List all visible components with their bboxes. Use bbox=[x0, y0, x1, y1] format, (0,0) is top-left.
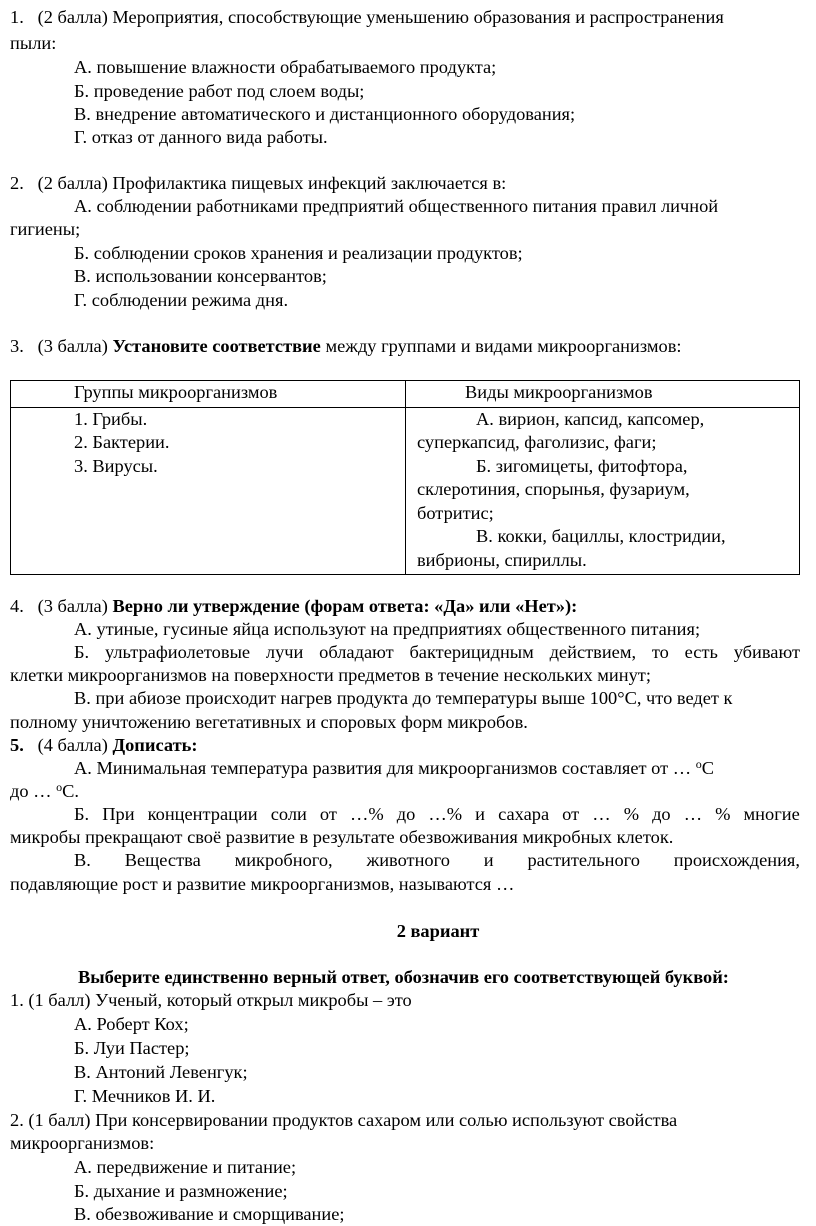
word: При bbox=[102, 804, 135, 824]
table-row bbox=[11, 407, 800, 575]
word: животного bbox=[366, 850, 450, 870]
q5-item-a-line2-text: до … bbox=[10, 781, 57, 801]
celsius: С. bbox=[62, 781, 80, 801]
word: многие bbox=[743, 804, 800, 824]
q2-option-a-line1: А. соблюдении работниками предприятий общественного питания правил личной bbox=[74, 196, 719, 216]
variant2-title: 2 вариант bbox=[396, 921, 480, 941]
v2-q2-option-c: В. обезвоживание и сморщивание; bbox=[74, 1204, 345, 1224]
word: убивают bbox=[733, 642, 800, 662]
q1-option-d: Г. отказ от данного вида работы. bbox=[74, 127, 328, 147]
q2-text: (2 балла) Профилактика пищевых инфекций заключается в: bbox=[37, 173, 507, 193]
word: … bbox=[683, 804, 703, 824]
word: лучи bbox=[265, 642, 304, 662]
v2-q1-option-b: Б. Луи Пастер; bbox=[74, 1038, 190, 1058]
q4-number: 4. bbox=[10, 596, 24, 616]
type-item-a-line1: А. вирион, капсид, капсомер, bbox=[476, 408, 705, 429]
q4-statement-b-line1 bbox=[74, 641, 800, 664]
word: Вещества bbox=[124, 850, 201, 870]
q1-option-a: А. повышение влажности обрабатываемого продукта; bbox=[74, 57, 497, 77]
group-item: 3. Вирусы. bbox=[74, 455, 158, 476]
type-item-a-line2: суперкапсид, фаголизис, фаги; bbox=[417, 432, 657, 452]
q5-item-b-line1 bbox=[74, 803, 800, 826]
q1-number: 1. bbox=[10, 7, 24, 27]
q1-text: (2 балла) Мероприятия, способствующие уменьшению образования и распространения bbox=[37, 7, 724, 27]
group-item: 1. Грибы. bbox=[74, 408, 148, 429]
word: …% bbox=[428, 804, 463, 824]
q5-item-a-line2 bbox=[10, 780, 79, 803]
word: ультрафиолетовые bbox=[104, 642, 251, 662]
word: до bbox=[652, 804, 671, 824]
q5-item-a-line1 bbox=[74, 757, 714, 780]
q4-statement-c-line1: В. при абиозе происходит нагрев продукта до температуры выше 100°С, что ведет к bbox=[74, 688, 733, 708]
types-cell bbox=[406, 407, 800, 575]
q4-statement-b-line2: клетки микроорганизмов на поверхности предметов в течение нескольких минут; bbox=[10, 665, 651, 685]
word: В. bbox=[74, 850, 91, 870]
word: от bbox=[562, 804, 580, 824]
celsius: С bbox=[701, 758, 714, 778]
q2-option-d: Г. соблюдении режима дня. bbox=[74, 290, 289, 310]
q2-option-c: В. использовании консервантов; bbox=[74, 266, 327, 286]
q5-text-line bbox=[10, 734, 197, 757]
word: сахара bbox=[498, 804, 550, 824]
word: Б. bbox=[74, 642, 90, 662]
table-header-groups: Группы микроорганизмов bbox=[11, 381, 406, 408]
q5-number: 5. bbox=[10, 735, 24, 755]
v2-q1-option-c: В. Антоний Левенгук; bbox=[74, 1062, 248, 1082]
q5-points: (4 балла) bbox=[37, 735, 108, 755]
q4-statement-a: А. утиные, гусиные яйца используют на предприятиях общественного питания; bbox=[74, 619, 701, 639]
word: бактерицидным bbox=[409, 642, 534, 662]
q1-option-b: Б. проведение работ под слоем воды; bbox=[74, 81, 365, 101]
word: % bbox=[715, 804, 731, 824]
degree-sup: о bbox=[56, 780, 63, 794]
groups-cell bbox=[11, 407, 406, 575]
q4-text-line bbox=[10, 595, 577, 618]
word: микробного, bbox=[234, 850, 333, 870]
word: есть bbox=[684, 642, 718, 662]
matching-table bbox=[10, 380, 800, 575]
word: и bbox=[483, 850, 494, 870]
word: происхождения, bbox=[673, 850, 800, 870]
word: от bbox=[319, 804, 337, 824]
word: действием, bbox=[549, 642, 637, 662]
group-item: 2. Бактерии. bbox=[74, 432, 170, 452]
word: и bbox=[475, 804, 486, 824]
q2-number: 2. bbox=[10, 173, 24, 193]
q5-item-c-line2: подавляющие рост и развитие микроорганизмов, называются … bbox=[10, 874, 515, 894]
v2-q2-text-line1: 2. (1 балл) При консервировании продуктов сахаром или солью используют свойства bbox=[10, 1110, 678, 1130]
table-header-types bbox=[406, 381, 800, 408]
variant2-instruction: Выберите единственно верный ответ, обозначив его соответствующей буквой: bbox=[78, 967, 729, 987]
q1-text-line1 bbox=[10, 6, 724, 29]
q2-option-b: Б. соблюдении сроков хранения и реализации продуктов; bbox=[74, 243, 523, 263]
q5-bold-instruction: Дописать: bbox=[112, 735, 198, 755]
word: обладают bbox=[319, 642, 394, 662]
v2-q1-text: 1. (1 балл) Ученый, который открыл микробы – это bbox=[10, 990, 412, 1010]
word: …% bbox=[349, 804, 384, 824]
q1-text-line2: пыли: bbox=[10, 33, 57, 53]
type-item-b-line3: ботритис; bbox=[417, 502, 494, 523]
table-header-row bbox=[11, 381, 800, 408]
word: то bbox=[651, 642, 669, 662]
q3-bold-instruction: Установите соответствие bbox=[112, 336, 321, 356]
q5-item-b-line2: микробы прекращают своё развитие в результате обезвоживания микробных клеток. bbox=[10, 827, 674, 847]
type-item-b-line1: Б. зигомицеты, фитофтора, bbox=[476, 455, 688, 476]
type-item-c-line2: вибрионы, спириллы. bbox=[417, 549, 587, 570]
word: растительного bbox=[527, 850, 640, 870]
table-header-types-label: Виды микроорганизмов bbox=[465, 382, 653, 402]
type-item-b-line2: склеротиния, спорынья, фузариум, bbox=[417, 479, 690, 499]
q3-text: между группами и видами микроорганизмов: bbox=[325, 336, 682, 356]
q3-number: 3. bbox=[10, 336, 24, 356]
v2-q1-option-a: А. Роберт Кох; bbox=[74, 1014, 189, 1034]
v2-q1-option-d: Г. Мечников И. И. bbox=[74, 1086, 216, 1106]
word: концентрации bbox=[147, 804, 258, 824]
word: Б. bbox=[74, 804, 90, 824]
type-item-c-line1: В. кокки, бациллы, клостридии, bbox=[476, 526, 726, 546]
v2-q2-text-line2: микроорганизмов: bbox=[10, 1133, 155, 1153]
q3-text-line bbox=[10, 335, 682, 358]
word: % bbox=[623, 804, 640, 824]
q1-option-c: В. внедрение автоматического и дистанционного оборудования; bbox=[74, 104, 576, 124]
word: … bbox=[592, 804, 611, 824]
q5-item-a-text: А. Минимальная температура развития для микроорганизмов составляет от … bbox=[74, 758, 696, 778]
q4-points: (3 балла) bbox=[37, 596, 108, 616]
degree-sup: о bbox=[695, 757, 702, 771]
q4-statement-c-line2: полному уничтожению вегетативных и споровых форм микробов. bbox=[10, 712, 528, 732]
word: соли bbox=[270, 804, 307, 824]
q4-bold-instruction: Верно ли утверждение (форам ответа: «Да» или «Нет»): bbox=[112, 596, 578, 616]
q3-points: (3 балла) bbox=[37, 336, 108, 356]
v2-q2-option-a: А. передвижение и питание; bbox=[74, 1157, 297, 1177]
v2-q2-option-b: Б. дыхание и размножение; bbox=[74, 1181, 288, 1201]
q5-item-c-line1 bbox=[74, 849, 800, 872]
q2-option-a-line2: гигиены; bbox=[10, 219, 81, 239]
q2-text-line bbox=[10, 172, 506, 195]
word: до bbox=[396, 804, 416, 824]
